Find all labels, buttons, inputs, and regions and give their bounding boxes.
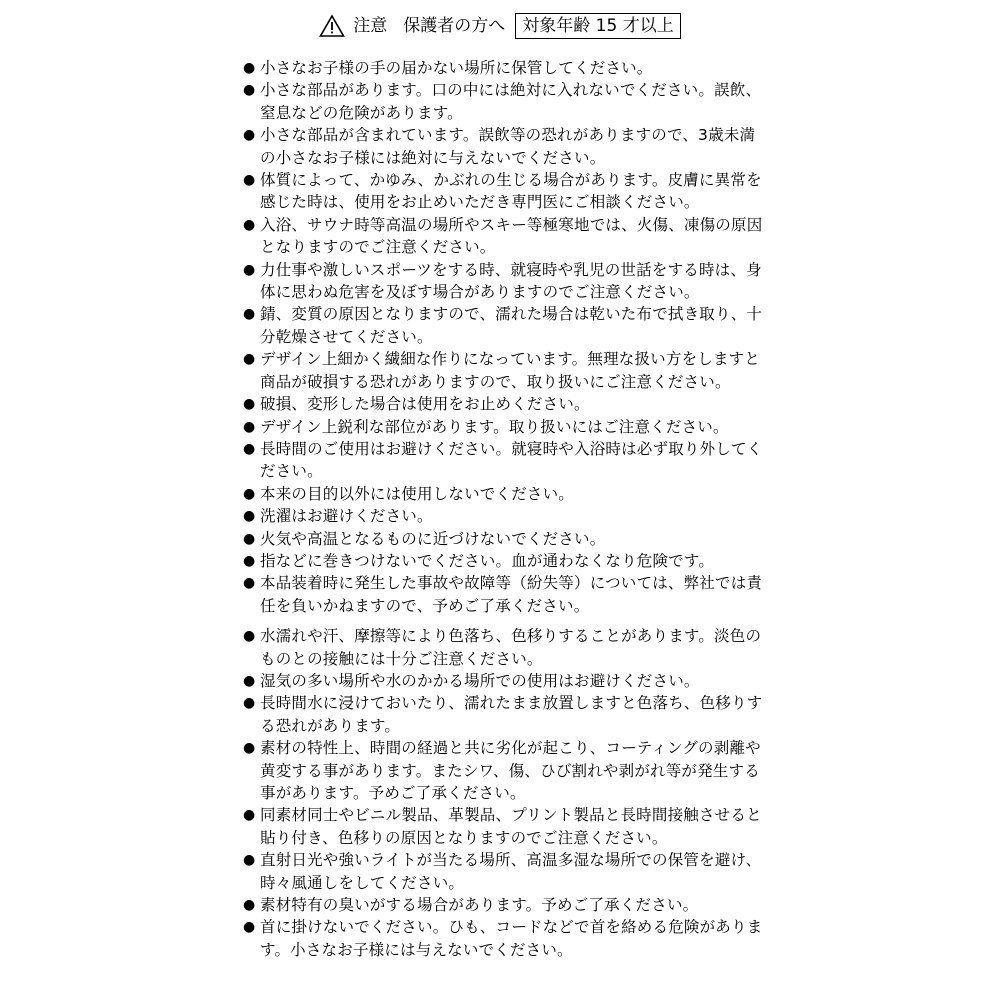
- caution-item-text: 同素材同士やビニル製品、革製品、プリント製品と長時間接触させると貼り付き、色移りの原因となりますのでご注意ください。: [260, 806, 762, 847]
- bullet-icon: ●: [243, 418, 256, 435]
- bullet-icon: ●: [243, 60, 256, 76]
- caution-item: [243, 550, 763, 572]
- audience-label: 保護者の方へ: [403, 16, 506, 36]
- caution-item: [243, 894, 763, 916]
- caution-item-text: 首に掛けないでください。ひも、コードなどで首を絡める危険があります。小さなお子様には与えないでください。: [260, 918, 763, 959]
- caution-item: [243, 737, 763, 804]
- caution-item: [243, 670, 763, 692]
- caution-item: [243, 528, 763, 550]
- bullet-icon: ●: [243, 575, 256, 592]
- caution-item-text: 水濡れや汗、摩擦等により色落ち、色移りすることがあります。淡色のものとの接触には十分ご注意ください。: [260, 627, 762, 668]
- caution-item: [243, 214, 763, 259]
- bullet-icon: ●: [243, 127, 256, 144]
- caution-item: [243, 438, 763, 483]
- warning-triangle-icon: [319, 14, 345, 38]
- caution-item-text: 破損、変形した場合は使用をお止めください。: [260, 395, 590, 414]
- bullet-icon: ●: [243, 852, 256, 869]
- bullet-icon: ●: [243, 628, 256, 645]
- caution-header: [0, 12, 1000, 40]
- caution-item: [243, 483, 763, 505]
- bullet-icon: ●: [243, 172, 256, 189]
- bullet-icon: ●: [243, 530, 256, 547]
- caution-item: [243, 79, 763, 124]
- bullet-icon: ●: [243, 740, 256, 757]
- caution-item-text: 素材の特性上、時間の経過と共に劣化が起こり、コーティングの剥離や黄変する事があります。またシワ、傷、ひび割れや剥がれ等が発生する事があります。予めご了承ください。: [260, 739, 761, 802]
- caution-item-text: 洗濯はお避けください。: [260, 507, 433, 526]
- caution-item-text: デザイン上細かく繊細な作りになっています。無理な扱い方をしますと商品が破損する恐れがありますので、取り扱いにご注意ください。: [260, 350, 761, 391]
- caution-item-text: デザイン上鋭利な部位があります。取り扱いにはご注意ください。: [260, 417, 729, 436]
- caution-item-text: 本来の目的以外には使用しないでください。: [260, 484, 575, 503]
- bullet-icon: ●: [243, 807, 256, 824]
- caution-item: [243, 849, 763, 894]
- caution-item: [243, 259, 763, 304]
- caution-item: [243, 804, 763, 849]
- caution-item-text: 素材特有の臭いがする場合があります。予めご了承ください。: [260, 896, 699, 915]
- caution-item-text: 錆、変質の原因となりますので、濡れた場合は乾いた布で拭き取り、十分乾燥させてください。: [260, 305, 763, 346]
- caution-item-text: 入浴、サウナ時等高温の場所やスキー等極寒地では、火傷、凍傷の原因となりますのでご注意ください。: [260, 215, 763, 257]
- caution-list: [243, 57, 763, 961]
- bullet-icon: ●: [243, 695, 256, 712]
- caution-item: [243, 169, 763, 214]
- bullet-icon: ●: [243, 672, 256, 689]
- caution-item: [243, 572, 763, 617]
- caution-item-text: 体質によって、かゆみ、かぶれの生じる場合があります。皮膚に異常を感じた時は、使用をお止めいただき専門医にご相談ください。: [260, 171, 762, 212]
- bullet-icon: ●: [243, 216, 256, 233]
- caution-item: [243, 692, 763, 737]
- caution-item: [243, 916, 763, 961]
- bullet-icon: ●: [243, 261, 256, 278]
- bullet-icon: ●: [243, 508, 256, 525]
- section-spacer: [243, 617, 763, 625]
- caution-item: [243, 124, 763, 169]
- caution-item-text: 指などに巻きつけないでください。血が通わなくなり危険です。: [260, 551, 715, 570]
- age-restriction-badge: 対象年齢 15 才以上: [515, 13, 680, 39]
- bullet-icon: ●: [243, 82, 256, 99]
- caution-item: [243, 505, 763, 527]
- caution-item: [243, 348, 763, 393]
- caution-item: [243, 625, 763, 670]
- caution-item-text: 長時間のご使用はお避けください。就寝時や入浴時は必ず取り外してください。: [260, 439, 763, 481]
- caution-item: [243, 416, 763, 438]
- bullet-icon: ●: [243, 440, 256, 457]
- caution-item-text: 本品装着時に発生した事故や故障等（紛失等）については、弊社では責任を負いかねますので、予めご了承ください。: [260, 574, 763, 615]
- caution-item-text: 直射日光や強いライトが当たる場所、高温多湿な場所での保管を避け、時々風通しをしてください。: [260, 851, 762, 892]
- bullet-icon: ●: [243, 919, 256, 936]
- caution-item-text: 長時間水に浸けておいたり、濡れたまま放置しますと色落ち、色移りする恐れがあります。: [260, 694, 763, 735]
- caution-item-text: 小さな部品が含まれています。誤飲等の恐れがありますので、3歳未満の小さなお子様には絶対に与えないでください。: [260, 126, 756, 167]
- bullet-icon: ●: [243, 485, 256, 502]
- caution-item-text: 小さな部品があります。口の中には絶対に入れないでください。誤飲、窒息などの危険があります。: [260, 81, 762, 122]
- caution-item: [243, 57, 763, 79]
- caution-item: [243, 393, 763, 415]
- caution-item: [243, 303, 763, 348]
- bullet-icon: ●: [243, 351, 256, 368]
- caution-item-text: 湿気の多い場所や水のかかる場所での使用はお避けください。: [260, 671, 700, 690]
- caution-item-text: 小さなお子様の手の届かない場所に保管してください。: [260, 59, 653, 77]
- bullet-icon: ●: [243, 897, 256, 914]
- caution-item-text: 力仕事や激しいスポーツをする時、就寝時や乳児の世話をする時は、身体に思わぬ危害を及ぼす場合がありますのでご注意ください。: [260, 260, 762, 302]
- bullet-icon: ●: [243, 396, 256, 413]
- caution-label: 注意: [353, 16, 388, 36]
- caution-item-text: 火気や高温となるものに近づけないでください。: [260, 529, 606, 548]
- bullet-icon: ●: [243, 306, 256, 323]
- bullet-icon: ●: [243, 552, 256, 569]
